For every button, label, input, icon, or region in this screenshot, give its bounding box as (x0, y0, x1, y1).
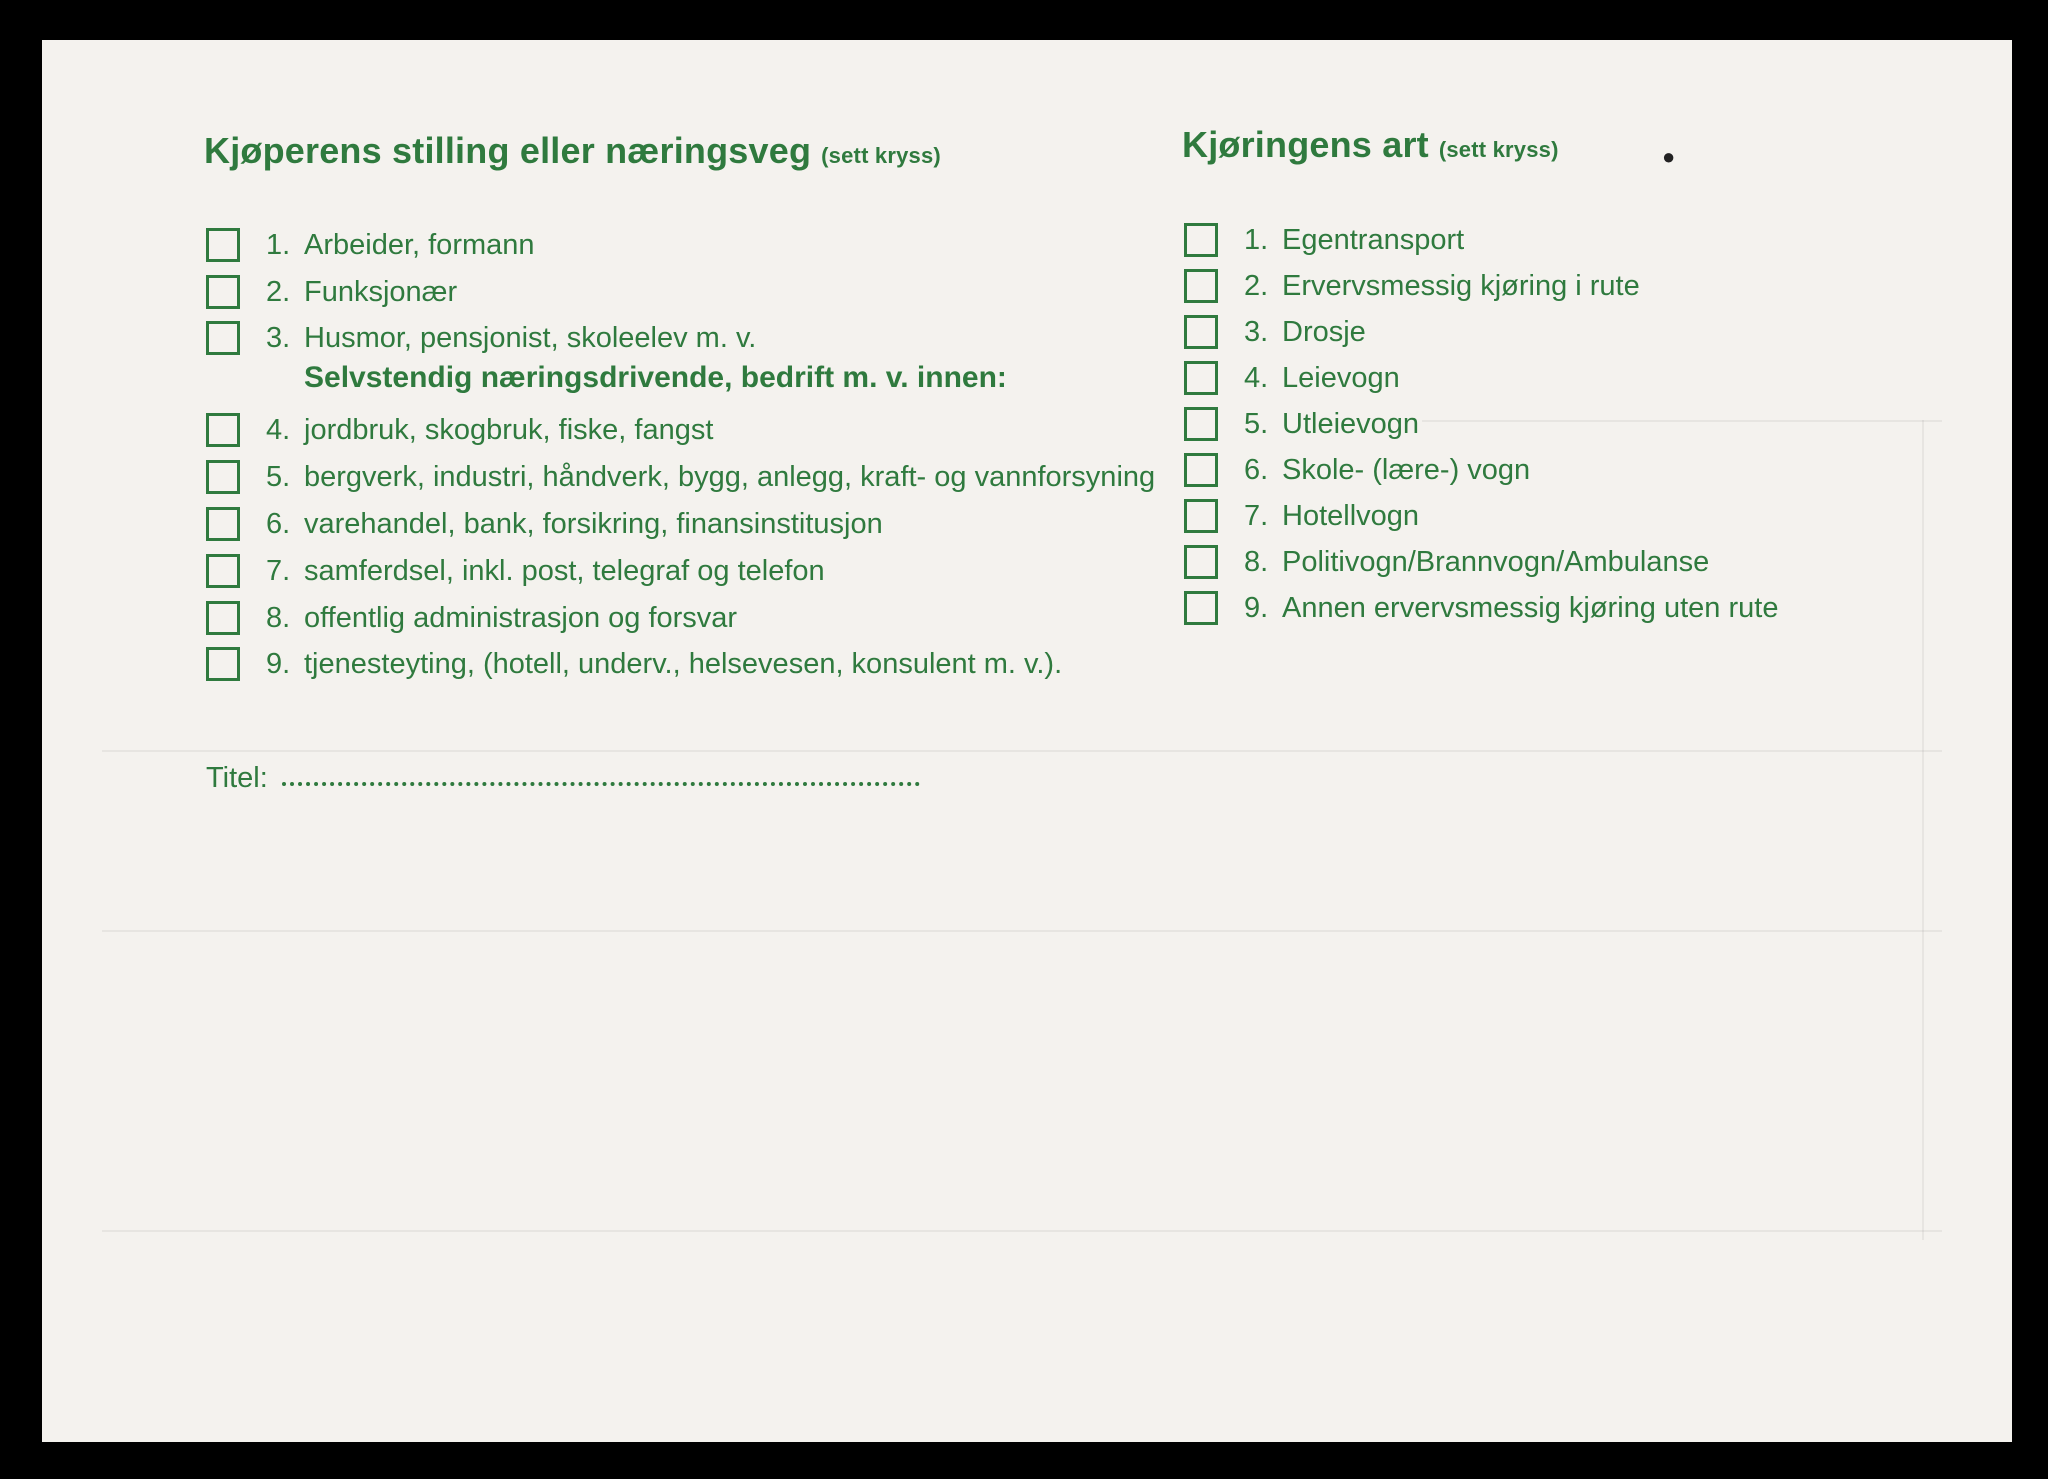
item-number: 7. (266, 554, 291, 587)
checkbox[interactable] (1184, 315, 1218, 349)
titel-input-line[interactable] (282, 782, 920, 786)
checkbox[interactable] (1184, 545, 1218, 579)
right-item-9[interactable] (1184, 588, 1778, 628)
left-heading (204, 130, 941, 172)
right-heading (1182, 124, 1559, 166)
checkbox[interactable] (1184, 361, 1218, 395)
bleed-line (102, 750, 1942, 752)
right-item-7[interactable] (1184, 496, 1419, 536)
item-number: 5. (266, 460, 291, 493)
form-page (42, 40, 2012, 1442)
bleed-line (1422, 420, 1942, 422)
item-label: Egentransport (1282, 223, 1465, 256)
checkbox[interactable] (206, 321, 240, 355)
item-label: bergverk, industri, håndverk, bygg, anlegg, kraft- og vannforsyning (304, 460, 1156, 493)
checkbox[interactable] (206, 228, 240, 262)
item-label: samferdsel, inkl. post, telegraf og telefon (304, 554, 825, 587)
bleed-line (102, 930, 1942, 932)
item-number: 3. (266, 321, 291, 354)
item-number: 4. (266, 413, 291, 446)
pen-mark: ● (1662, 144, 1676, 169)
item-label: Annen ervervsmessig kjøring uten rute (1282, 591, 1779, 624)
item-label: Hotellvogn (1282, 499, 1420, 532)
left-heading-note: (sett kryss) (821, 143, 941, 168)
item-number: 9. (1244, 591, 1269, 624)
left-item-7[interactable] (206, 551, 825, 591)
right-item-5[interactable] (1184, 404, 1419, 444)
left-item-2[interactable] (206, 272, 457, 312)
right-item-6[interactable] (1184, 450, 1530, 490)
right-item-4[interactable] (1184, 358, 1400, 398)
item-label: Husmor, pensjonist, skoleelev m. v. (304, 321, 757, 354)
item-label: offentlig administrasjon og forsvar (304, 601, 738, 634)
right-item-2[interactable] (1184, 266, 1640, 306)
item-number: 2. (266, 275, 291, 308)
checkbox[interactable] (206, 413, 240, 447)
left-item-1[interactable] (206, 225, 535, 265)
left-subheading: Selvstendig næringsdrivende, bedrift m. v. innen: (304, 361, 1007, 394)
item-label: Skole- (lære-) vogn (1282, 453, 1531, 486)
item-number: 2. (1244, 269, 1269, 302)
item-number: 6. (266, 507, 291, 540)
item-label: Utleievogn (1282, 407, 1420, 440)
left-heading-text: Kjøperens stilling eller næringsveg (204, 130, 812, 171)
checkbox[interactable] (1184, 269, 1218, 303)
bleed-line (1922, 420, 1924, 1240)
right-item-1[interactable] (1184, 220, 1464, 260)
checkbox[interactable] (206, 601, 240, 635)
item-number: 7. (1244, 499, 1269, 532)
item-label: Ervervsmessig kjøring i rute (1282, 269, 1640, 302)
item-label: Arbeider, formann (304, 228, 535, 261)
checkbox[interactable] (1184, 591, 1218, 625)
item-number: 6. (1244, 453, 1269, 486)
item-number: 9. (266, 647, 291, 680)
left-item-4[interactable] (206, 410, 713, 450)
item-number: 4. (1244, 361, 1269, 394)
checkbox[interactable] (206, 554, 240, 588)
right-item-3[interactable] (1184, 312, 1366, 352)
item-label: tjenesteyting, (hotell, underv., helsevesen, konsulent m. v.). (304, 647, 1063, 680)
right-heading-text: Kjøringens art (1182, 124, 1429, 165)
item-label: jordbruk, skogbruk, fiske, fangst (304, 413, 714, 446)
item-label: Leievogn (1282, 361, 1400, 394)
bleed-line (102, 1230, 1942, 1232)
checkbox[interactable] (206, 507, 240, 541)
right-heading-note: (sett kryss) (1438, 137, 1559, 162)
item-label: varehandel, bank, forsikring, finansinstitusjon (304, 507, 883, 540)
checkbox[interactable] (1184, 223, 1218, 257)
item-number: 5. (1244, 407, 1269, 440)
checkbox[interactable] (1184, 453, 1218, 487)
item-number: 3. (1244, 315, 1269, 348)
checkbox[interactable] (206, 460, 240, 494)
left-item-6[interactable] (206, 504, 883, 544)
item-label: Politivogn/Brannvogn/Ambulanse (1282, 545, 1710, 578)
item-number: 8. (1244, 545, 1269, 578)
checkbox[interactable] (1184, 407, 1218, 441)
checkbox[interactable] (1184, 499, 1218, 533)
item-label: Drosje (1282, 315, 1366, 348)
item-number: 1. (1244, 223, 1269, 256)
item-label: Funksjonær (304, 275, 458, 308)
left-item-9[interactable] (206, 644, 1062, 684)
item-number: 1. (266, 228, 291, 261)
left-item-5[interactable] (206, 457, 1155, 497)
item-number: 8. (266, 601, 291, 634)
checkbox[interactable] (206, 275, 240, 309)
left-item-8[interactable] (206, 598, 737, 638)
titel-label: Titel: (206, 762, 268, 794)
checkbox[interactable] (206, 647, 240, 681)
left-item-3[interactable] (206, 318, 756, 358)
right-item-8[interactable] (1184, 542, 1709, 582)
